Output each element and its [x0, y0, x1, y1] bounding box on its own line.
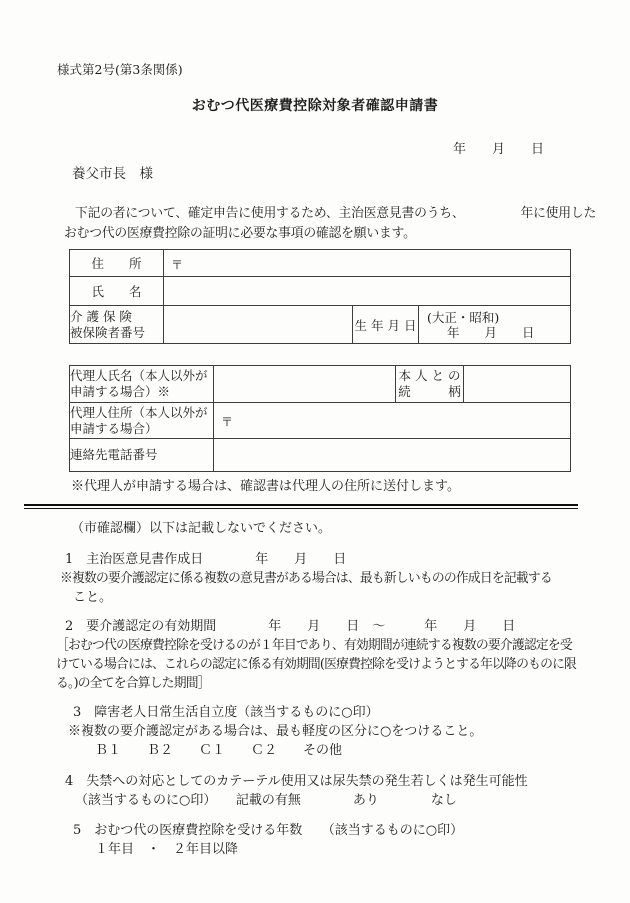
- item3-note: ※複数の要介護認定がある場合は、最も軽度の区分に○をつけること。: [68, 724, 483, 739]
- relation-value-cell: [464, 366, 571, 403]
- table-row: [70, 439, 571, 472]
- section-divider-rule: [24, 504, 578, 509]
- item4-sub: （該当するものに○印） 記載の有無 あり なし: [75, 793, 457, 808]
- table-row: [70, 306, 571, 344]
- name-label: 氏 名: [70, 277, 164, 306]
- name-value-cell: [164, 277, 571, 306]
- item1-note-line2: こと。: [73, 590, 113, 605]
- item2-heading: 2 要介護認定の有効期間 年 月 日 ～ 年 月 日: [65, 619, 516, 634]
- insurance-label-line1: 介 護 保 険: [70, 308, 132, 324]
- agent-address-value-cell: [214, 403, 571, 439]
- address-value-cell: [164, 250, 571, 277]
- relation-label-line1: 本 人 と の: [398, 368, 461, 383]
- agent-note: ※代理人が申請する場合は、確認書は代理人の住所に送付します。: [71, 479, 460, 494]
- insurance-number-label: [70, 306, 164, 344]
- applicant-table: [69, 249, 571, 344]
- agent-name-label: [70, 366, 214, 403]
- agent-address-label: [70, 403, 214, 439]
- birthdate-value-cell: [419, 306, 571, 344]
- era-note: (大正・昭和): [427, 310, 500, 325]
- item1-note-line1: ※複数の要介護認定に係る複数の意見書がある場合は、最も新しいものの作成日を記載する: [60, 571, 552, 586]
- item3-options: Ｂ１ Ｂ２ Ｃ１ Ｃ２ その他: [95, 743, 343, 758]
- insurance-label-line2: 被保険者番号: [70, 324, 146, 340]
- item2-bracket-line2: けている場合には、これらの認定に係る有効期間(医療費控除を受けようとする年以降のものに限: [56, 657, 577, 672]
- item-5-deduction-years: [0, 821, 630, 859]
- item-2-certification-validity-period: [0, 617, 630, 693]
- table-row: [70, 250, 571, 277]
- postal-mark: 〒: [171, 257, 184, 272]
- table-row: [70, 366, 571, 403]
- item2-bracket-line3: る。)の全てを合算した期間］: [56, 676, 210, 691]
- intro-paragraph: [64, 204, 597, 244]
- item1-heading: 1 主治医意見書作成日 年 月 日: [65, 552, 347, 567]
- item-3-daily-living-independence: [0, 703, 630, 760]
- agent-name-label-line2: 申請する場合）※: [70, 384, 171, 399]
- form-number: 様式第2号(第3条関係): [57, 62, 183, 77]
- intro-line1-tail: 年に使用した: [520, 206, 597, 221]
- relation-label-line2: 続 柄: [398, 384, 461, 399]
- intro-line2: おむつ代の医療費控除の証明に必要な事項の確認を願います。: [64, 226, 416, 241]
- relation-label: [396, 366, 464, 403]
- phone-label: 連絡先電話番号: [70, 439, 214, 472]
- agent-address-label-line1: 代理人住所（本人以外が: [70, 404, 208, 420]
- item5-options: １年目 ・ ２年目以降: [95, 842, 239, 857]
- postal-mark: 〒: [221, 415, 234, 429]
- insurance-number-value-cell: [164, 306, 353, 344]
- item3-heading: 3 障害老人日常生活自立度（該当するものに○印）: [73, 705, 379, 720]
- item-1-doctor-opinion-date: [0, 550, 630, 607]
- item2-bracket-line1: ［おむつ代の医療費控除を受けるのが１年目であり、有効期間が連続する複数の要介護認定を受: [56, 638, 572, 653]
- phone-value-cell: [214, 439, 571, 472]
- birthdate-fields: 年 月 日: [447, 325, 535, 340]
- item5-heading: 5 おむつ代の医療費控除を受ける年数 （該当するものに○印）: [73, 823, 464, 838]
- agent-address-label-line2: 申請する場合）: [70, 420, 158, 436]
- agent-table: [69, 365, 571, 472]
- page-title: おむつ代医療費控除対象者確認申請書: [191, 98, 439, 114]
- intro-line1: [64, 204, 597, 224]
- address-label: 住 所: [70, 250, 164, 277]
- agent-name-label-line1: 代理人氏名（本人以外が: [70, 368, 208, 383]
- application-date-line: 年 月 日: [452, 142, 544, 157]
- item4-heading: 4 失禁への対応としてのカテーテル使用又は尿失禁の発生若しくは発生可能性: [65, 774, 528, 789]
- table-row: [70, 403, 571, 439]
- item-4-incontinence: [0, 772, 630, 810]
- agent-name-value-cell: [214, 366, 396, 403]
- addressee-mayor: 養父市長 様: [72, 166, 153, 182]
- city-confirmation-header: （市確認欄）以下は記載しないでください。: [71, 521, 332, 536]
- birthdate-label: 生 年 月 日: [353, 306, 419, 344]
- table-row: [70, 277, 571, 306]
- intro-line1-head: 下記の者について、確定申告に使用するため、主治医意見書のうち、: [75, 206, 465, 221]
